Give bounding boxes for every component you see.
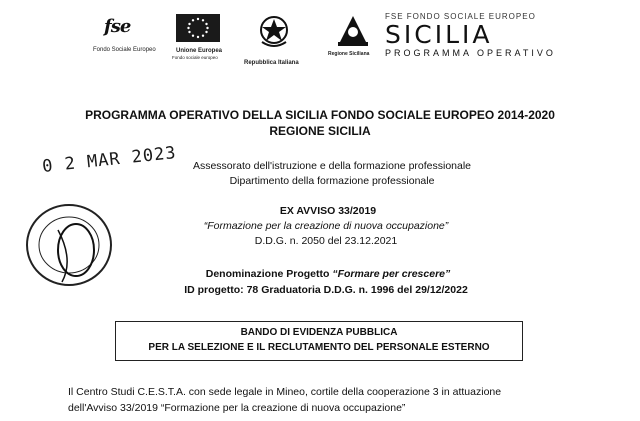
po-logo-line2: SICILIA [385,20,493,49]
italian-emblem-icon [258,12,290,50]
fse-logo: fse [104,16,131,37]
po-sicilia-logo [385,12,556,58]
notice-ddg: D.D.G. n. 2050 del 23.12.2021 [254,235,398,247]
project-name-label: Denominazione Progetto [205,268,333,280]
italy-caption: Repubblica Italiana [244,60,299,66]
project-name-value: “Formare per crescere” [332,268,451,280]
notice-subtitle: “Formazione per la creazione di nuova occupazione” [203,220,449,232]
sicily-caption: Regione Siciliana [328,51,370,57]
doc-title-line1: PROGRAMMA OPERATIVO DELLA SICILIA FONDO SOCIALE EUROPEO 2014-2020 [85,108,555,122]
project-id-line: ID progetto: 78 Graduatoria D.D.G. n. 1996 del 29/12/2022 [184,284,468,296]
body-line2: dell'Avviso 33/2019 “Formazione per la creazione di nuova occupazione” [68,402,406,414]
department-line1: Assessorato dell'istruzione e della formazione professionale [192,160,472,172]
received-date-stamp: 0 2 MAR 2023 [41,143,178,177]
fse-logo-caption: Fondo Sociale Europeo [93,47,156,53]
bando-line2: PER LA SELEZIONE E IL RECLUTAMENTO DEL PERSONALE ESTERNO [148,342,490,353]
po-logo-line3: PROGRAMMA OPERATIVO [385,48,556,58]
eu-caption: Unione Europea [176,48,223,54]
bando-line1: BANDO DI EVIDENZA PUBBLICA [240,327,398,338]
header-logos [0,0,640,80]
bando-box [115,321,523,361]
sicily-trinacria-icon [334,12,372,48]
project-name-line [8,268,640,280]
doc-title-line2: REGIONE SICILIA [269,124,371,138]
po-logo-line1: FSE FONDO SOCIALE EUROPEO [385,12,536,21]
eu-caption-sub: Fondo sociale europeo [172,55,218,60]
eu-flag-icon [176,14,220,42]
notice-code: EX AVVISO 33/2019 [279,205,377,217]
department-line2: Dipartimento della formazione professionale [229,175,435,187]
body-line1: Il Centro Studi C.E.S.T.A. con sede legale in Mineo, cortile della cooperazione 3 in attuazione [68,386,502,398]
